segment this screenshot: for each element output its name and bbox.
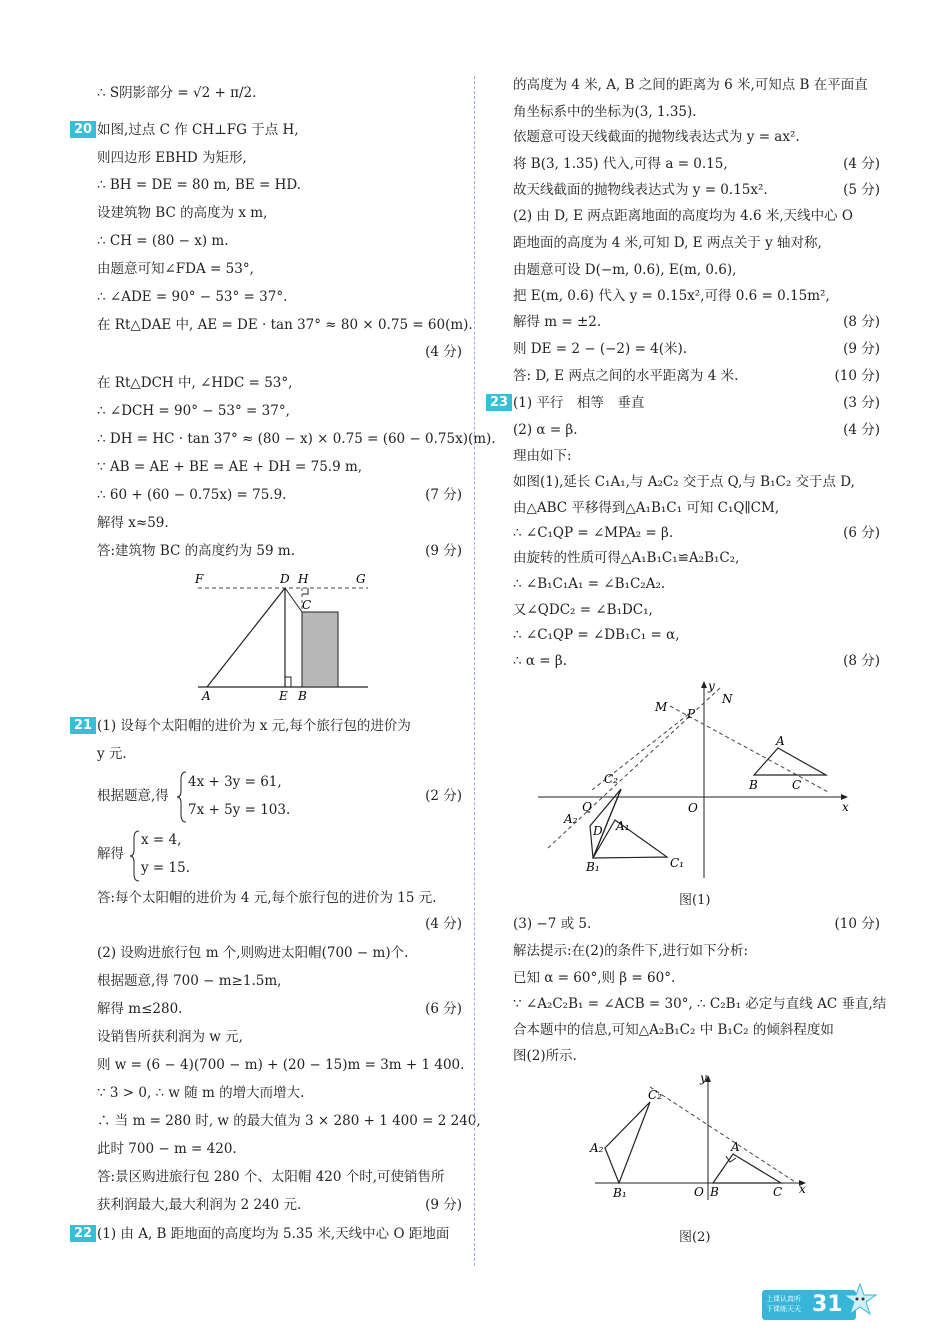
score: (4 分) [843,156,880,172]
score: (9 分) [425,543,462,559]
q21-line: 设销售所获利润为 w 元, [97,1029,243,1045]
q21-line: 获利润最大,最大利润为 2 240 元. [97,1197,302,1213]
score: (4 分) [843,422,880,438]
fig-label: A₂ [590,1141,604,1155]
q22-line: (1) 由 A, B 距地面的高度均为 5.35 米,天线中心 O 距地面 [97,1226,450,1242]
page-number: 31 [812,1292,843,1317]
score: (6 分) [425,1001,462,1017]
q23-line: (2) α = β. [513,422,578,438]
fig-label: E [279,689,288,703]
fig-label: Q [582,800,592,814]
top-formula: ∴ S阴影部分 = √2 + π/2. [97,85,257,101]
q23-figure-1 [530,678,860,883]
q22-line: 答: D, E 两点之间的水平距离为 4 米. [513,368,739,384]
q20-figure [190,570,380,705]
score: (7 分) [425,487,462,503]
q20-line: 则四边形 EBHD 为矩形, [97,150,247,166]
fig-label: O [694,1185,704,1199]
q23-line: (3) −7 或 5. [513,916,592,932]
score: (10 分) [834,368,880,384]
q21-line: 解得 m≤280. [97,1001,183,1017]
fig-label: D [280,572,290,586]
q20-line: 如图,过点 C 作 CH⊥FG 于点 H, [97,122,299,138]
score: (4 分) [425,344,462,360]
score: (8 分) [843,314,880,330]
figure-1-caption: 图(1) [679,893,711,908]
score: (3 分) [843,395,880,411]
q23-line: ∴ α = β. [513,653,567,669]
fig-label: B₁ [586,860,600,874]
q22-line: 依题意可设天线截面的抛物线表达式为 y = ax². [513,129,800,145]
fig-label: y [700,1072,707,1085]
fig-label: C₁ [670,856,684,870]
q21-line: 解得 [97,846,124,862]
question-number-22: 22 [70,1225,96,1242]
fig-label: A [776,734,785,748]
column-divider [474,76,475,1266]
fig-label: A [731,1140,740,1154]
figure-2-caption: 图(2) [679,1230,711,1245]
score: (9 分) [425,1197,462,1213]
page-footer [762,1290,882,1320]
q23-line: 理由如下: [513,448,572,464]
q23-line: ∴ ∠C₁QP = ∠DB₁C₁ = α, [513,627,680,643]
q21-line: (2) 设购进旅行包 m 个,则购进太阳帽(700 − m)个. [97,945,409,961]
q22-line: 角坐标系中的坐标为(3, 1.35). [513,104,697,120]
fig-label: B₁ [613,1186,627,1200]
q23-line: 又∠QDC₂ = ∠B₁DC₁, [513,602,653,618]
fig-label: A₂ [564,812,578,826]
fig-label: C [773,1185,783,1199]
q20-line: ∴ CH = (80 − x) m. [97,233,229,249]
fig-label: F [195,572,204,586]
fig-label: C₂ [604,772,618,786]
q22-line: 距地面的高度为 4 米,可知 D, E 两点关于 y 轴对称, [513,235,822,251]
fig-label: N [722,692,733,706]
fig-label: B [749,778,758,792]
q21-line: y = 15. [141,860,190,876]
q21-line: y 元. [97,746,127,762]
fig-label: D [593,824,603,838]
score: (9 分) [843,341,880,357]
score: (6 分) [843,525,880,541]
q20-line: ∴ BH = DE = 80 m, BE = HD. [97,177,301,193]
footer-slogan-line: 上课认真听 [766,1295,801,1303]
q23-figure-2 [585,1072,815,1202]
fig-label: x [799,1182,806,1196]
q23-line: ∴ ∠B₁C₁A₁ = ∠B₁C₂A₂. [513,576,666,592]
hint-line: 解法提示:在(2)的条件下,进行如下分析: [513,943,749,959]
score: (5 分) [843,182,880,198]
hint-line: 已知 α = 60°,则 β = 60°. [513,970,676,986]
q23-line: (1) 平行 相等 垂直 [513,395,645,411]
fig-label: x [842,800,849,814]
q21-line: 根据题意,得 [97,788,169,804]
q22-line: 故天线截面的抛物线表达式为 y = 0.15x². [513,182,768,198]
question-number-23: 23 [486,394,512,411]
q21-line: 7x + 5y = 103. [188,802,291,818]
fig-label: y [708,679,715,693]
footer-slogan-line: 下课练天天 [766,1305,801,1313]
q23-line: 如图(1),延长 C₁A₁,与 A₂C₂ 交于点 Q,与 B₁C₂ 交于点 D, [513,474,855,490]
q20-line: 在 Rt△DAE 中, AE = DE · tan 37° ≈ 80 × 0.75 = 60(m). [97,317,473,333]
q22-line: 则 DE = 2 − (−2) = 4(米). [513,341,688,357]
score: (10 分) [834,916,880,932]
brace-icon [129,830,141,882]
q23-line: 由△ABC 平移得到△A₁B₁C₁ 可知 C₁Q∥CM, [513,500,780,516]
q22-line: 解得 m = ±2. [513,314,602,330]
star-mascot-icon [842,1282,878,1320]
q20-line: 答:建筑物 BC 的高度约为 59 m. [97,543,295,559]
q21-line: 答:景区购进旅行包 280 个、太阳帽 420 个时,可使销售所 [97,1169,445,1185]
q20-line: ∴ ∠DCH = 90° − 53° = 37°, [97,403,290,419]
q22-line: 将 B(3, 1.35) 代入,可得 a = 0.15, [513,156,728,172]
fig-label: G [356,572,366,586]
hint-line: 合本题中的信息,可知△A₂B₁C₂ 中 B₁C₂ 的倾斜程度如 [513,1022,834,1038]
q20-line: 在 Rt△DCH 中, ∠HDC = 53°, [97,375,293,391]
fig-label: O [688,801,698,815]
q21-line: ∵ 3 > 0, ∴ w 随 m 的增大而增大. [97,1085,305,1101]
q21-line: 此时 700 − m = 420. [97,1141,237,1157]
q22-line: 由题意可设 D(−m, 0.6), E(m, 0.6), [513,262,737,278]
q23-line: 由旋转的性质可得△A₁B₁C₁≌A₂B₁C₂, [513,550,740,566]
footer-slogan [766,1294,808,1314]
q20-line: ∵ AB = AE + BE = AE + DH = 75.9 m, [97,459,363,475]
fig-label: C [792,778,802,792]
fig-label: C [302,598,312,612]
q22-line: (2) 由 D, E 两点距离地面的高度均为 4.6 米,天线中心 O [513,208,853,224]
fig-label: H [298,572,309,586]
fig-label: M [655,700,668,714]
q21-line: 根据题意,得 700 − m≥1.5m, [97,973,282,989]
q20-line: ∴ DH = HC · tan 37° ≈ (80 − x) × 0.75 = (60 − 0.75x)(m). [97,431,496,447]
fig-label: A₁ [616,819,630,833]
q21-line: (1) 设每个太阳帽的进价为 x 元,每个旅行包的进价为 [97,718,411,734]
q20-line: 设建筑物 BC 的高度为 x m, [97,205,268,221]
fig-label: B [298,689,307,703]
q20-line: 由题意可知∠FDA = 53°, [97,261,254,277]
fig-label: B [710,1185,719,1199]
hint-line: ∵ ∠A₂C₂B₁ = ∠ACB = 30°, ∴ C₂B₁ 必定与直线 AC 垂直,结 [513,996,887,1012]
fig-label: P [687,707,696,721]
score: (2 分) [425,788,462,804]
score: (8 分) [843,653,880,669]
q21-line: 4x + 3y = 61, [188,774,282,790]
q21-line: x = 4, [141,832,182,848]
q22-line: 的高度为 4 米, A, B 之间的距离为 6 米,可知点 B 在平面直 [513,77,868,93]
q22-line: 把 E(m, 0.6) 代入 y = 0.15x²,可得 0.6 = 0.15m², [513,288,830,304]
question-number-20: 20 [70,121,96,138]
brace-icon [176,771,188,823]
q21-line: 答:每个太阳帽的进价为 4 元,每个旅行包的进价为 15 元. [97,890,437,906]
q21-line: 则 w = (6 − 4)(700 − m) + (20 − 15)m = 3m + 1 400. [97,1057,465,1073]
q21-line: ∴ 当 m = 280 时, w 的最大值为 3 × 280 + 1 400 = 2 240, [97,1113,481,1129]
question-number-21: 21 [70,717,96,734]
fig-label: A [202,689,211,703]
q20-line: ∴ ∠ADE = 90° − 53° = 37°. [97,289,288,305]
q23-line: ∴ ∠C₁QP = ∠MPA₂ = β. [513,525,674,541]
hint-line: 图(2)所示. [513,1048,577,1064]
q20-line: ∴ 60 + (60 − 0.75x) = 75.9. [97,487,287,503]
q20-line: 解得 x≈59. [97,515,169,531]
fig-label: C₂ [648,1088,662,1102]
score: (4 分) [425,916,462,932]
